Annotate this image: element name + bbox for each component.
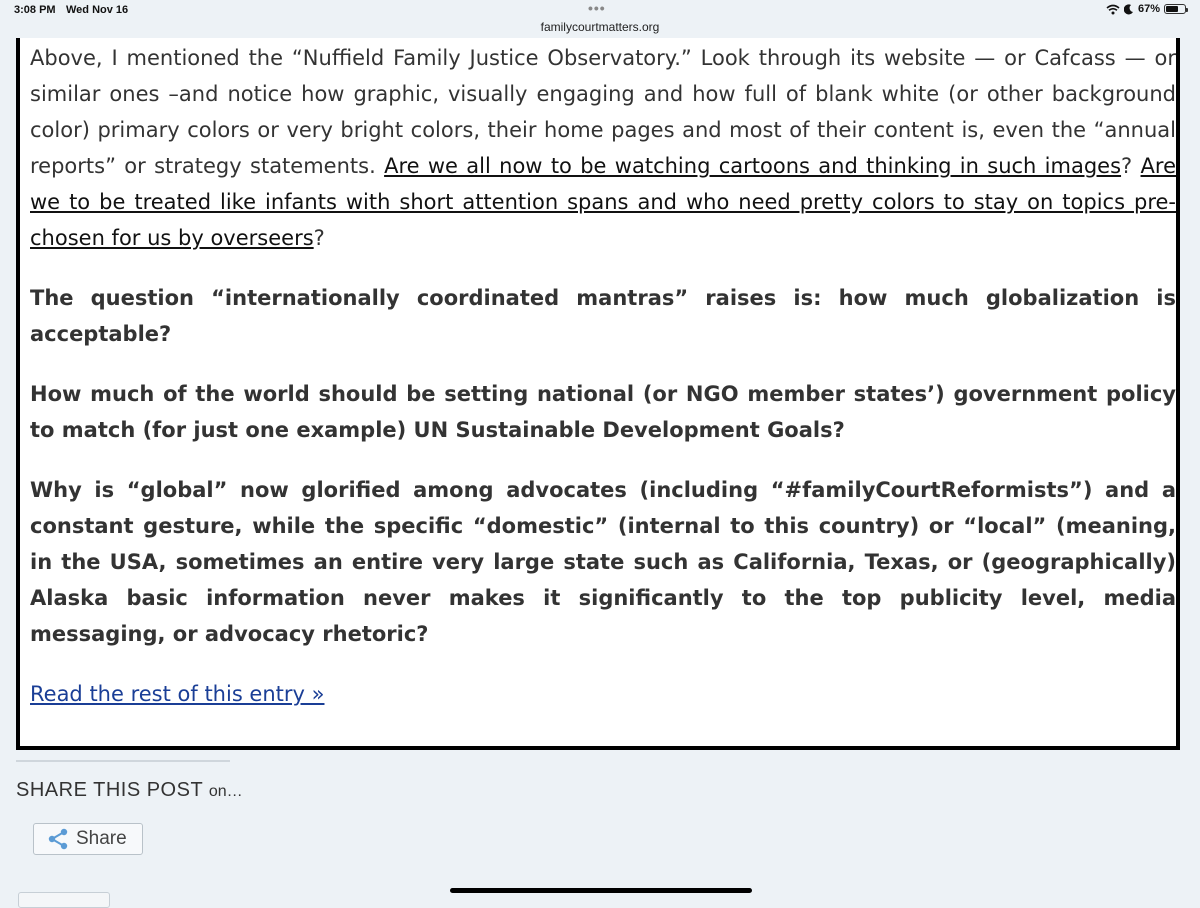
paragraph-world-policy: How much of the world should be setting national (or NGO member states’) government policy to match (for just one example) UN Sustainable Development Goals? [30,382,1176,442]
paragraph-observatory-text: Above, I mentioned the “Nuffield Family Justice Observatory.” Look through its website — or Cafcass — or similar ones –and notice how graphic, visually engaging and how full of blank white (or other background color) primary colors or very bright colors, their home pages and most of their content is, even the “annual reports” or strategy statements. [30,46,1176,178]
battery-percent: 67% [1137,3,1160,15]
share-heading [16,779,243,802]
cartoons-link[interactable]: Are we all now to be watching cartoons and thinking in such images [384,154,1122,178]
paragraph-end: ? [313,226,325,250]
share-icon [46,827,70,851]
share-button[interactable] [33,823,143,855]
post-content-box [16,38,1180,750]
share-heading-suffix: on… [208,783,243,800]
home-indicator[interactable] [450,888,752,893]
share-divider [16,760,230,762]
paragraph-observatory [30,40,1176,256]
partial-button[interactable] [18,892,110,908]
battery-icon [1164,4,1186,14]
share-heading-text: SHARE THIS POST [16,779,203,801]
paragraph-global: Why is “global” now glorified among advocates (including “#familyCourtReformists”) and a constant gesture, while the specific “domestic” (internal to this country) or “local” (meaning, in the USA, sometimes an entire very large state such as California, Texas, or (geographically) Alaska basic information never makes it significantly to the top publicity level, media messaging, or advocacy rhetoric? [30,478,1176,646]
infants-link[interactable]: Are we to be treated like infants with short attention spans and who need pretty colors to stay on topics pre-chosen for us by overseers [30,154,1176,250]
url-bar[interactable]: familycourtmatters.org [540,20,660,34]
share-button-label: Share [76,828,127,849]
status-indicators [1106,3,1186,15]
paragraph-mantras: The question “internationally coordinated mantras” raises is: how much globalization is acceptable? [30,286,1176,346]
multitasking-dots[interactable]: ••• [588,0,606,16]
post-body [30,40,1176,736]
wifi-icon [1106,4,1120,15]
moon-icon [1124,4,1134,15]
status-bar [0,0,1200,22]
battery-level [1166,6,1178,12]
link-separator: ? [1121,154,1141,178]
status-date: Wed Nov 16 [66,4,129,16]
status-time: 3:08 PM [14,4,56,16]
read-more-link[interactable]: Read the rest of this entry » [30,682,325,706]
